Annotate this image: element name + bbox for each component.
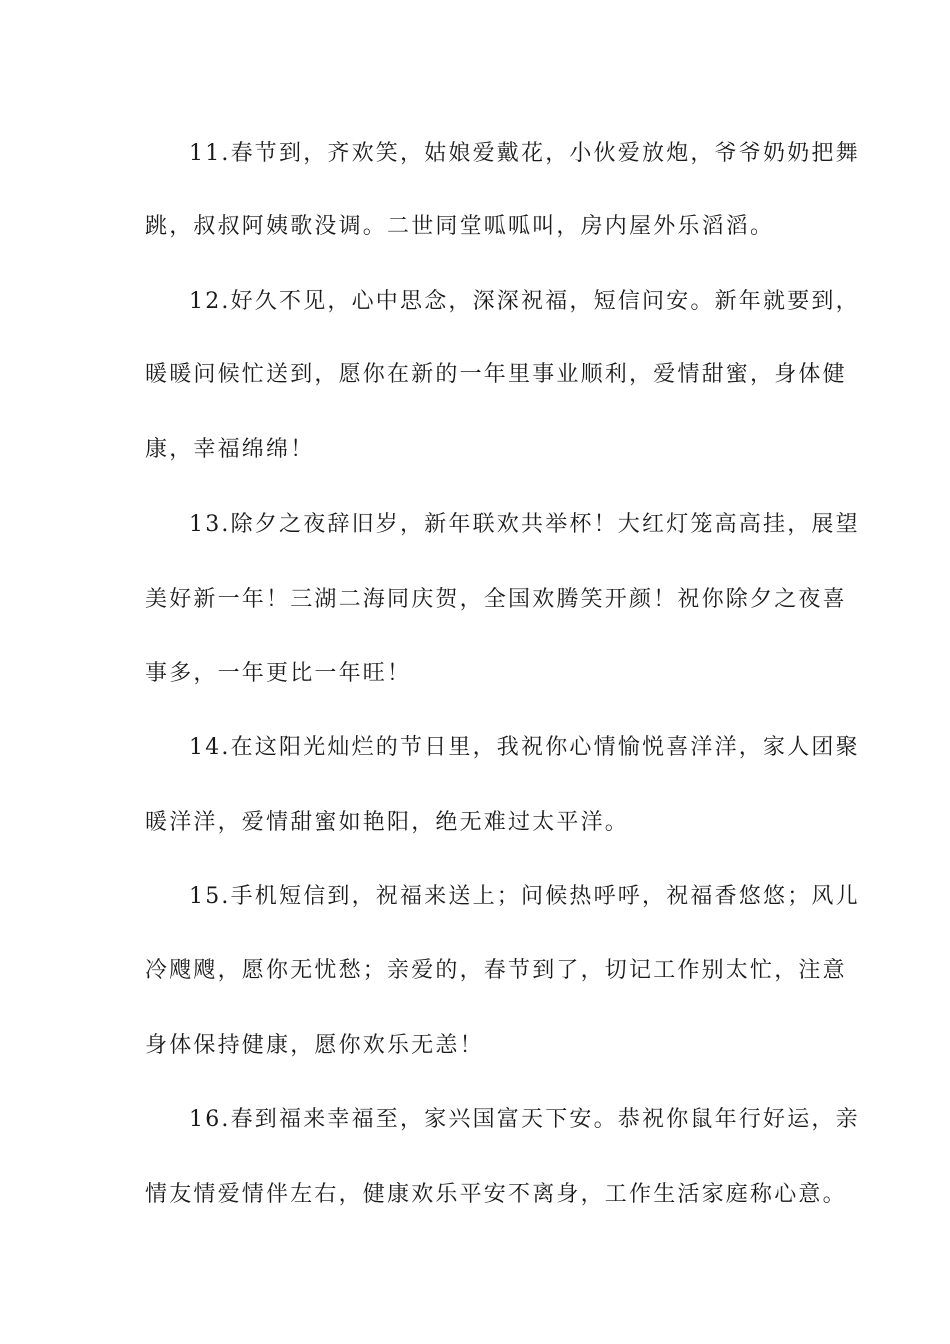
paragraph-line: 情友情爱情伴左右，健康欢乐平安不离身，工作生活家庭称心意。 <box>145 1182 847 1207</box>
paragraph-line: 冷飕飕，愿你无忧愁；亲爱的，春节到了，切记工作别太忙，注意 <box>145 958 847 983</box>
paragraph-line: 美好新一年！三湖二海同庆贺，全国欢腾笑开颜！祝你除夕之夜喜 <box>145 587 847 612</box>
paragraph-line: 14.在这阳光灿烂的节日里，我祝你心情愉悦喜洋洋，家人团聚 <box>189 735 860 760</box>
paragraph-line: 暖暖问候忙送到，愿你在新的一年里事业顺利，爱情甜蜜，身体健 <box>145 362 847 387</box>
paragraph-line: 16.春到福来幸福至，家兴国富天下安。恭祝你鼠年行好运，亲 <box>189 1107 860 1132</box>
paragraph-line: 11.春节到，齐欢笑，姑娘爱戴花，小伙爱放炮，爷爷奶奶把舞 <box>189 141 860 166</box>
paragraph-line: 暖洋洋，爱情甜蜜如艳阳，绝无难过太平洋。 <box>145 810 630 835</box>
paragraph-line: 康，幸福绵绵！ <box>145 437 315 462</box>
paragraph-line: 身体保持健康，愿你欢乐无恙！ <box>145 1033 484 1058</box>
paragraph-line: 跳，叔叔阿姨歌没调。二世同堂呱呱叫，房内屋外乐滔滔。 <box>145 214 775 239</box>
paragraph-line: 13.除夕之夜辞旧岁，新年联欢共举杯！大红灯笼高高挂，展望 <box>189 512 860 537</box>
paragraph-line: 15.手机短信到，祝福来送上；问候热呼呼，祝福香悠悠；风儿 <box>189 884 860 909</box>
paragraph-line: 事多，一年更比一年旺！ <box>145 661 412 686</box>
paragraph-line: 12.好久不见，心中思念，深深祝福，短信问安。新年就要到， <box>189 289 860 314</box>
